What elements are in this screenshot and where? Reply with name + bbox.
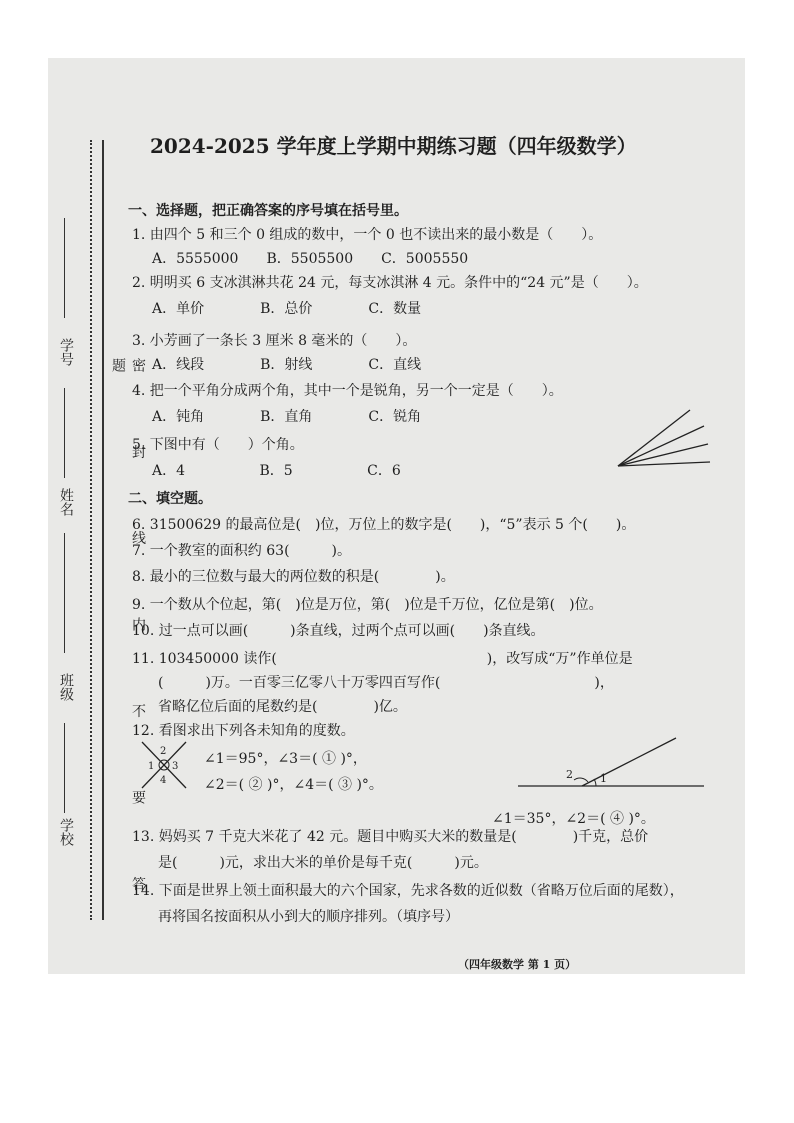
dotted-seal-line xyxy=(90,140,92,920)
page-title: 2024-2025 学年度上学期中期练习题（四年级数学） xyxy=(150,134,637,158)
question-12-line1: ∠1＝95°，∠3＝( ① )°， xyxy=(204,751,367,767)
question-8: 8. 最小的三位数与最大的两位数的积是( )。 xyxy=(132,569,455,585)
question-2: 2. 明明买 6 支冰淇淋共花 24 元，每支冰淇淋 4 元。条件中的“24 元”是（ ）。 xyxy=(132,275,648,291)
school-blank xyxy=(64,723,65,813)
page-footer: （四年级数学 第 1 页） xyxy=(458,958,577,971)
question-9: 9. 一个数从个位起，第( )位是万位，第( )位是千万位，亿位是第( )位。 xyxy=(132,597,603,613)
question-12-line3: ∠1＝35°，∠2＝( ④ )°。 xyxy=(492,811,655,827)
school-label: 学校 xyxy=(58,818,74,846)
solid-seal-line xyxy=(102,140,104,920)
binding-margin xyxy=(48,58,146,974)
question-12-line2: ∠2＝( ② )°，∠4＝( ③ )°。 xyxy=(204,777,383,793)
angle-1-right-label: 1 xyxy=(600,772,607,785)
question-2-options: A．单价 B．总价 C．数量 xyxy=(152,301,422,317)
question-11-part2: ( )万。一百零三亿零八十万零四百写作( )， xyxy=(158,675,614,691)
question-4: 4. 把一个平角分成两个角，其中一个是锐角，另一个一定是（ ）。 xyxy=(132,383,563,399)
question-1-options: A．5555000 B．5505500 C．5005550 xyxy=(152,251,469,267)
question-4-options: A．钝角 B．直角 C．锐角 xyxy=(152,409,422,425)
question-1: 1. 由四个 5 和三个 0 组成的数中，一个 0 也不读出来的最小数是（ ）。 xyxy=(132,227,603,243)
rays-figure xyxy=(616,406,716,470)
question-11-part1: 11. 103450000 读作( )，改写成“万”作单位是 xyxy=(132,651,633,667)
question-14-part1: 14. 下面是世界上领土面积最大的六个国家，先求各数的近似数（省略万位后面的尾数）， xyxy=(132,883,684,899)
student-id-blank xyxy=(64,218,65,318)
question-10: 10. 过一点可以画( )条直线，过两个点可以画( )条直线。 xyxy=(132,623,545,639)
question-14-part2: 再将国名按面积从小到大的顺序排列。（填序号） xyxy=(158,909,459,925)
seal-text: 密 封 线 内 不 要 答 题 xyxy=(110,358,146,925)
angle-4-label: 4 xyxy=(160,775,167,786)
question-13-part1: 13. 妈妈买 7 千克大米花了 42 元。题目中购买大米的数量是( )千克，总价 xyxy=(132,829,649,845)
question-5: 5. 下图中有（ ）个角。 xyxy=(132,437,304,453)
question-3-options: A．线段 B．射线 C．直线 xyxy=(152,357,422,373)
question-11-part3: 省略亿位后面的尾数约是( )亿。 xyxy=(158,699,407,715)
question-5-options: A．4 B．5 C．6 xyxy=(152,463,401,479)
question-12: 12. 看图求出下列各未知角的度数。 xyxy=(132,723,355,739)
question-3: 3. 小芳画了一条长 3 厘米 8 毫米的（ ）。 xyxy=(132,333,417,349)
section2-heading: 二、填空题。 xyxy=(128,491,212,507)
name-label: 姓名 xyxy=(58,488,74,516)
exam-paper xyxy=(48,58,745,974)
angle-3-label: 3 xyxy=(172,761,179,772)
name-blank xyxy=(64,388,65,478)
exam-content xyxy=(128,58,745,974)
angle-2-label: 2 xyxy=(160,746,167,757)
crossing-lines-figure xyxy=(138,740,190,790)
section1-heading: 一、选择题，把正确答案的序号填在括号里。 xyxy=(128,203,408,219)
question-7: 7. 一个教室的面积约 63( )。 xyxy=(132,543,351,559)
student-id-label: 学号 xyxy=(58,338,74,366)
question-6: 6. 31500629 的最高位是( )位，万位上的数字是( )，“5”表示 5 个( )。 xyxy=(132,517,636,533)
question-13-part2: 是( )元，求出大米的单价是每千克( )元。 xyxy=(158,855,488,871)
angle-1-label: 1 xyxy=(148,761,155,772)
class-blank xyxy=(64,533,65,653)
angle-2-right-label: 2 xyxy=(566,768,573,781)
angle-on-line-figure xyxy=(516,734,706,794)
class-label: 班级 xyxy=(58,673,74,701)
